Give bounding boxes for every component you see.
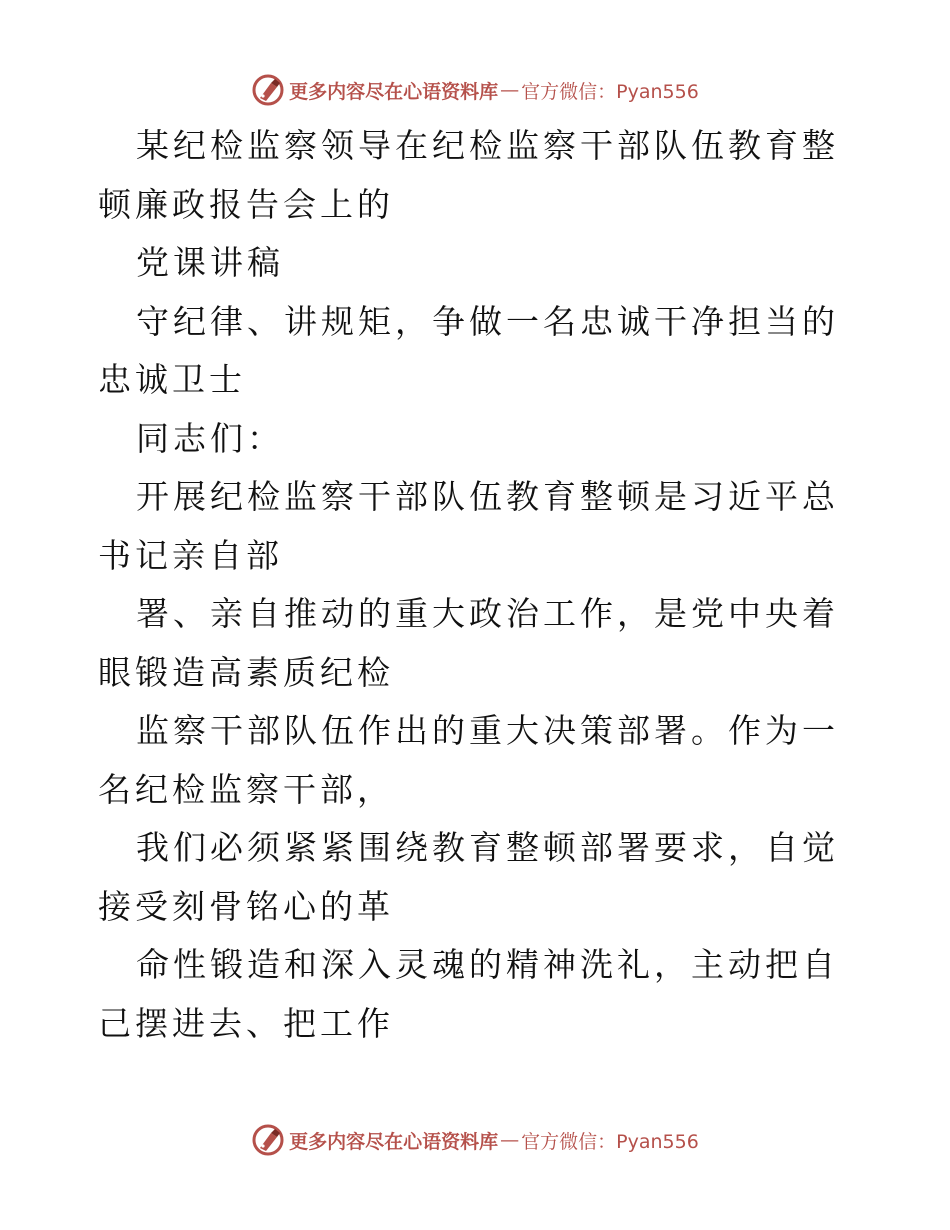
document-subtitle-line: 党课讲稿: [136, 243, 284, 282]
document-heading: 守纪律、讲规矩，争做一名忠诚干净担当的忠诚卫士: [98, 301, 839, 399]
banner-separator: —: [500, 1129, 520, 1151]
footer-banner: [0, 1120, 950, 1160]
body-paragraph: 开展纪检监察干部队伍教育整顿是习近平总书记亲自部: [98, 477, 839, 575]
document-title-line: 某纪检监察领导在纪检监察干部队伍教育整顿廉政报告会上的: [98, 126, 839, 224]
document-body: [98, 117, 858, 1053]
body-paragraph: 监察干部队伍作出的重大决策部署。作为一名纪检监察干部，: [98, 711, 839, 809]
body-paragraph: 署、亲自推动的重大政治工作，是党中央着眼锻造高素质纪检: [98, 594, 839, 692]
header-banner: [0, 70, 950, 110]
pen-nib-logo-icon: [251, 73, 285, 107]
salutation: 同志们：: [136, 418, 284, 458]
banner-wechat-text: 官方微信：Pyan556: [521, 1130, 699, 1153]
body-paragraph: 我们必须紧紧围绕教育整顿部署要求，自觉接受刻骨铭心的革: [98, 828, 839, 926]
banner-main-text: 更多内容尽在心语资料库: [289, 80, 499, 103]
pen-nib-logo-icon: [251, 1123, 285, 1157]
banner-separator: —: [500, 79, 520, 101]
banner-wechat-text: 官方微信：Pyan556: [521, 80, 699, 103]
body-paragraph: 命性锻造和深入灵魂的精神洗礼，主动把自己摆进去、把工作: [98, 945, 839, 1043]
banner-main-text: 更多内容尽在心语资料库: [289, 1130, 499, 1153]
